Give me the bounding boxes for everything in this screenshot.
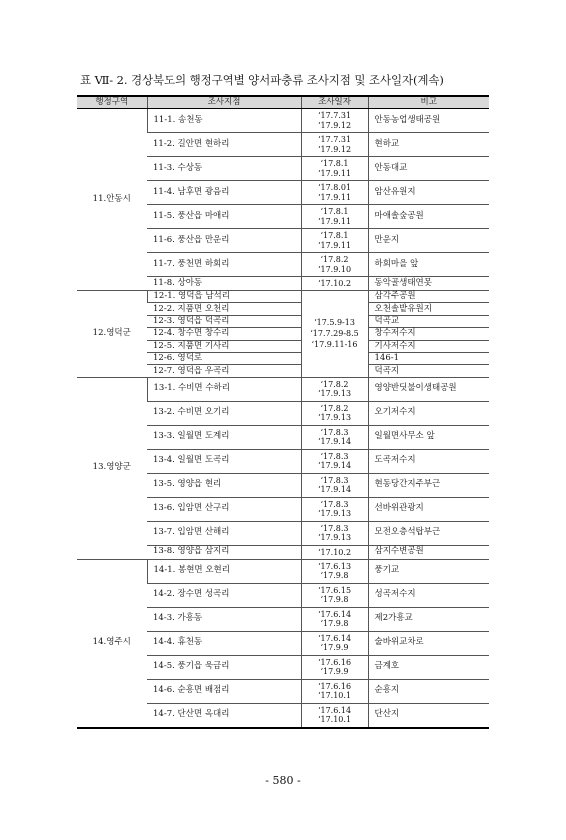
date-line: ‘17.8.01 — [317, 183, 352, 193]
date-line: ‘17.7.29-8.5 — [310, 329, 359, 339]
date-line: ‘17.9.13 — [317, 533, 352, 543]
note-cell: 일월면사무소 앞 — [368, 425, 489, 449]
date-cell — [301, 291, 368, 378]
date-cell — [301, 607, 368, 631]
date-line: ‘17.9.8 — [320, 571, 349, 581]
site-cell: 14-6. 순흥면 배점리 — [147, 679, 301, 703]
date-line: ‘17.8.2 — [320, 404, 349, 414]
site-cell: 11-5. 풍산읍 마애리 — [147, 205, 301, 229]
note-cell: 순흥지 — [368, 679, 489, 703]
note-cell: 삼각주공원 — [368, 291, 489, 303]
note-cell: 덕곡교 — [368, 315, 489, 327]
date-line: ‘17.7.31 — [317, 135, 352, 145]
note-cell: 마애솔숲공원 — [368, 205, 489, 229]
date-line: ‘17.6.14 — [317, 706, 352, 716]
date-line: ‘17.10.1 — [317, 691, 352, 701]
site-cell: 11-7. 풍천면 하회리 — [147, 253, 301, 277]
region-cell: 13.영양군 — [77, 377, 147, 559]
date-line: ‘17.9.9 — [320, 643, 349, 653]
site-cell: 13-1. 수비면 수하리 — [147, 377, 301, 401]
date-line: ‘17.9.12 — [317, 120, 352, 130]
site-cell: 11-1. 송천동 — [147, 109, 301, 133]
table-row — [77, 291, 489, 303]
page-number: - 580 - — [265, 774, 301, 787]
date-cell — [301, 229, 368, 253]
date-line: ‘17.6.16 — [317, 658, 352, 668]
date-cell — [301, 205, 368, 229]
note-cell: 술바위교차로 — [368, 631, 489, 655]
date-line: ‘17.9.14 — [317, 485, 352, 495]
note-cell: 하회마을 앞 — [368, 253, 489, 277]
note-cell: 모전오층석탑부근 — [368, 521, 489, 545]
site-cell: 14-3. 가흥동 — [147, 607, 301, 631]
date-cell — [301, 181, 368, 205]
date-line: ‘17.9.11 — [317, 216, 352, 226]
note-cell: 덕곡지 — [368, 365, 489, 377]
date-line: ‘17.8.2 — [320, 255, 349, 265]
date-line: ‘17.9.12 — [317, 144, 352, 154]
date-cell — [301, 133, 368, 157]
date-line: ‘17.8.3 — [320, 500, 349, 510]
site-cell: 13-4. 일월면 도곡리 — [147, 449, 301, 473]
table-row — [77, 109, 489, 133]
survey-table — [77, 95, 489, 729]
date-cell — [301, 473, 368, 497]
note-cell: 풍기교 — [368, 559, 489, 583]
date-line: ‘17.9.14 — [317, 461, 352, 471]
table-header-row — [77, 96, 489, 109]
date-line: ‘17.9.11 — [317, 168, 352, 178]
site-cell: 12-2. 지품면 오천리 — [147, 303, 301, 315]
date-line: ‘17.8.3 — [320, 428, 349, 438]
site-cell: 11-4. 남후면 광음리 — [147, 181, 301, 205]
date-cell — [301, 425, 368, 449]
site-cell: 12-4. 창수면 창수리 — [147, 328, 301, 340]
date-cell — [301, 157, 368, 181]
date-cell — [301, 401, 368, 425]
note-cell: 제2가흥교 — [368, 607, 489, 631]
date-cell — [301, 631, 368, 655]
site-cell: 12-7. 영덕읍 우곡리 — [147, 365, 301, 377]
note-cell: 암산유원지 — [368, 181, 489, 205]
date-line: ‘17.10.2 — [317, 547, 352, 557]
site-cell: 13-2. 수비면 오기리 — [147, 401, 301, 425]
site-cell: 11-3. 수상동 — [147, 157, 301, 181]
date-cell — [301, 277, 368, 291]
site-cell: 11-8. 상아동 — [147, 277, 301, 291]
date-line: ‘17.9.11 — [317, 240, 352, 250]
date-cell — [301, 583, 368, 607]
date-cell — [301, 655, 368, 679]
note-cell: 선바위관광지 — [368, 497, 489, 521]
site-cell: 12-6. 영덕로 — [147, 352, 301, 364]
header-site: 조사지점 — [147, 96, 301, 109]
date-line: ‘17.7.31 — [317, 111, 352, 121]
date-cell — [301, 377, 368, 401]
note-cell: 동악골생태연못 — [368, 277, 489, 291]
site-cell: 13-6. 입암면 산구리 — [147, 497, 301, 521]
date-cell — [301, 545, 368, 559]
date-cell — [301, 497, 368, 521]
date-line: ‘17.9.10 — [317, 264, 352, 274]
date-line: ‘17.6.16 — [317, 682, 352, 692]
date-cell — [301, 679, 368, 703]
date-line: ‘17.6.15 — [317, 586, 352, 596]
note-cell: 현동당간지주부근 — [368, 473, 489, 497]
date-line: ‘17.6.14 — [317, 610, 352, 620]
date-line: ‘17.9.13 — [317, 389, 352, 399]
date-cell — [301, 253, 368, 277]
date-line: ‘17.9.11-16 — [311, 340, 358, 350]
date-line: ‘17.9.8 — [320, 619, 349, 629]
note-cell: 오천솔밭유원지 — [368, 303, 489, 315]
note-cell: 안동대교 — [368, 157, 489, 181]
date-line: ‘17.8.3 — [320, 524, 349, 534]
site-cell: 13-7. 입암면 산해리 — [147, 521, 301, 545]
note-cell: 만운지 — [368, 229, 489, 253]
date-line: ‘17.8.1 — [320, 207, 349, 217]
note-cell: 금계호 — [368, 655, 489, 679]
date-cell — [301, 559, 368, 583]
table-row — [77, 559, 489, 583]
date-line: ‘17.6.13 — [317, 562, 352, 572]
date-line: ‘17.6.14 — [317, 634, 352, 644]
region-cell: 11.안동시 — [77, 109, 147, 291]
date-line: ‘17.9.13 — [317, 413, 352, 423]
note-cell: 영양반딧불이생태공원 — [368, 377, 489, 401]
site-cell: 14-7. 단산면 옥대리 — [147, 703, 301, 728]
site-cell: 14-1. 봉현면 오현리 — [147, 559, 301, 583]
note-cell: 안동농업생태공원 — [368, 109, 489, 133]
region-cell: 14.영주시 — [77, 559, 147, 728]
note-cell: 단산지 — [368, 703, 489, 728]
note-cell: 기사저수지 — [368, 340, 489, 352]
site-cell: 13-8. 영양읍 삼지리 — [147, 545, 301, 559]
date-line: ‘17.9.11 — [317, 192, 352, 202]
site-cell: 13-5. 영양읍 현리 — [147, 473, 301, 497]
header-date: 조사일자 — [301, 96, 368, 109]
table-row — [77, 377, 489, 401]
note-cell: 현하교 — [368, 133, 489, 157]
site-cell: 12-5. 지품면 기사리 — [147, 340, 301, 352]
date-cell — [301, 449, 368, 473]
note-cell: 오기저수지 — [368, 401, 489, 425]
site-cell: 11-6. 풍산읍 만운리 — [147, 229, 301, 253]
date-cell — [301, 109, 368, 133]
site-cell: 13-3. 일월면 도계리 — [147, 425, 301, 449]
note-cell: 창수저수지 — [368, 328, 489, 340]
table-caption: 표 Ⅶ- 2. 경상북도의 행정구역별 양서파충류 조사지점 및 조사일자(계속) — [80, 73, 444, 87]
date-line: ‘17.5.9-13 — [314, 318, 355, 328]
date-line: ‘17.10.2 — [317, 278, 352, 288]
date-line: ‘17.9.14 — [317, 437, 352, 447]
date-line: ‘17.8.1 — [320, 159, 349, 169]
date-line: ‘17.8.3 — [320, 476, 349, 486]
date-line: ‘17.9.8 — [320, 595, 349, 605]
site-cell: 14-2. 장수면 성곡리 — [147, 583, 301, 607]
date-line: ‘17.9.9 — [320, 667, 349, 677]
header-region: 행정구역 — [77, 96, 147, 109]
region-cell: 12.영덕군 — [77, 291, 147, 378]
site-cell: 14-4. 휴천동 — [147, 631, 301, 655]
site-cell: 14-5. 풍기읍 욱금리 — [147, 655, 301, 679]
date-cell — [301, 703, 368, 728]
note-cell: 삼지수변공원 — [368, 545, 489, 559]
date-line: ‘17.10.1 — [317, 715, 352, 725]
note-cell: 도곡저수지 — [368, 449, 489, 473]
date-line: ‘17.8.2 — [320, 380, 349, 390]
site-cell: 12-3. 영덕읍 덕곡리 — [147, 315, 301, 327]
date-line: ‘17.9.13 — [317, 509, 352, 519]
site-cell: 11-2. 길안면 현하리 — [147, 133, 301, 157]
note-cell: 성곡저수지 — [368, 583, 489, 607]
header-note: 비고 — [368, 96, 489, 109]
note-cell: 146-1 — [368, 352, 489, 364]
date-line: ‘17.8.1 — [320, 231, 349, 241]
date-cell — [301, 521, 368, 545]
date-line: ‘17.8.3 — [320, 452, 349, 462]
site-cell: 12-1. 영덕읍 남석리 — [147, 291, 301, 303]
